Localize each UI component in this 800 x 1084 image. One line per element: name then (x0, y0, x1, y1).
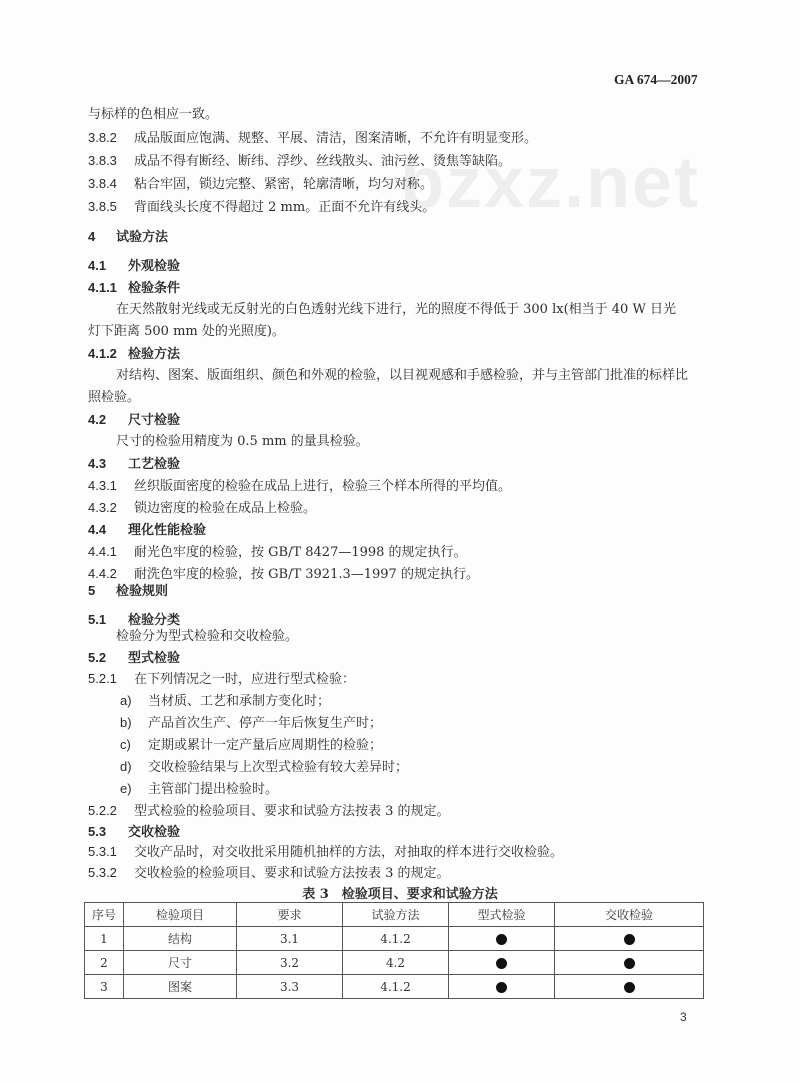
clause-3-8-4: 3.8.4 粘合牢固，锁边完整、紧密，轮廓清晰，均匀对称。 (88, 176, 434, 192)
cell-requirement: 3.1 (237, 927, 343, 951)
cell-acceptance-test (555, 927, 704, 951)
table-row (85, 951, 704, 975)
bullet-dot-icon (624, 934, 635, 945)
section-4-1-2-heading: 4.1.2 检验方法 (88, 346, 181, 362)
clause-3-8-5: 3.8.5 背面线头长度不得超过 2 mm。正面不允许有线头。 (88, 199, 436, 215)
clause-4-4-2: 4.4.2 耐洗色牢度的检验，按 GB/T 3921.3—1997 的规定执行。 (88, 566, 479, 582)
cell-type-test (449, 927, 555, 951)
table-row (85, 975, 704, 999)
cell-requirement: 3.3 (237, 975, 343, 999)
clause-3-8-3: 3.8.3 成品不得有断经、断纬、浮纱、丝线散头、油污丝、烫焦等缺陷。 (88, 153, 512, 169)
column-header: 交收检验 (555, 903, 704, 927)
watermark: bzxz.net (400, 143, 701, 223)
paragraph: 在天然散射光线或无反射光的白色透射光线下进行，光的照度不得低于 300 lx(相当于 40 W 日光 (116, 302, 676, 317)
cell-item: 图案 (124, 975, 237, 999)
cell-method: 4.1.2 (343, 927, 449, 951)
column-header: 序号 (85, 903, 124, 927)
cell-item: 结构 (124, 927, 237, 951)
cell-seq: 3 (85, 975, 124, 999)
paragraph: 对结构、图案、版面组织、颜色和外观的检验，以目视观感和手感检验，并与主管部门批准的标样比 (116, 368, 689, 383)
column-header: 试验方法 (343, 903, 449, 927)
section-5-heading: 5 检验规则 (88, 583, 169, 599)
paragraph-continuation: 照检验。 (88, 390, 141, 405)
clause-3-8-2: 3.8.2 成品版面应饱满、规整、平展、清洁，图案清晰，不允许有明显变形。 (88, 130, 538, 146)
table-row (85, 927, 704, 951)
section-4-1-heading: 4.1 外观检验 (88, 258, 181, 274)
table-caption: 表 3 检验项目、要求和试验方法 (302, 887, 498, 902)
clause-5-3-2: 5.3.2 交收检验的检验项目、要求和试验方法按表 3 的规定。 (88, 865, 450, 881)
section-4-4-heading: 4.4 理化性能检验 (88, 522, 207, 538)
paragraph: 尺寸的检验用精度为 0.5 mm 的量具检验。 (116, 434, 369, 449)
bullet-dot-icon (496, 958, 507, 969)
column-header: 要求 (237, 903, 343, 927)
list-item-a: a) 当材质、工艺和承制方变化时； (120, 693, 331, 709)
table-header-row (85, 903, 704, 927)
inspection-table (84, 902, 704, 999)
cell-seq: 2 (85, 951, 124, 975)
column-header: 型式检验 (449, 903, 555, 927)
list-item-e: e) 主管部门提出检验时。 (120, 781, 279, 797)
cell-item: 尺寸 (124, 951, 237, 975)
bullet-dot-icon (624, 958, 635, 969)
section-4-2-heading: 4.2 尺寸检验 (88, 412, 181, 428)
clause-5-2-1: 5.2.1 在下列情况之一时，应进行型式检验： (88, 671, 356, 687)
clause-5-2-2: 5.2.2 型式检验的检验项目、要求和试验方法按表 3 的规定。 (88, 803, 450, 819)
cell-type-test (449, 951, 555, 975)
document-code: GA 674—2007 (614, 72, 698, 87)
page-number: 3 (680, 1010, 687, 1024)
section-4-heading: 4 试验方法 (88, 229, 169, 245)
clause-5-3-1: 5.3.1 交收产品时，对交收批采用随机抽样的方法，对抽取的样本进行交收检验。 (88, 844, 564, 860)
clause-4-3-2: 4.3.2 锁边密度的检验在成品上检验。 (88, 500, 317, 516)
cell-method: 4.1.2 (343, 975, 449, 999)
column-header: 检验项目 (124, 903, 237, 927)
cell-acceptance-test (555, 951, 704, 975)
bullet-dot-icon (624, 982, 635, 993)
section-5-3-heading: 5.3 交收检验 (88, 824, 181, 840)
list-item-b: b) 产品首次生产、停产一年后恢复生产时； (120, 715, 383, 731)
cell-method: 4.2 (343, 951, 449, 975)
section-4-3-heading: 4.3 工艺检验 (88, 456, 181, 472)
cell-type-test (449, 975, 555, 999)
bullet-dot-icon (496, 982, 507, 993)
section-5-1-heading: 5.1 检验分类 (88, 612, 181, 628)
bullet-dot-icon (496, 934, 507, 945)
paragraph-continuation: 与标样的色相应一致。 (88, 107, 219, 122)
cell-seq: 1 (85, 927, 124, 951)
cell-requirement: 3.2 (237, 951, 343, 975)
list-item-d: d) 交收检验结果与上次型式检验有较大差异时； (120, 759, 409, 775)
cell-acceptance-test (555, 975, 704, 999)
list-item-c: c) 定期或累计一定产量后应周期性的检验； (120, 737, 383, 753)
section-4-1-1-heading: 4.1.1 检验条件 (88, 280, 181, 296)
section-5-2-heading: 5.2 型式检验 (88, 650, 181, 666)
clause-4-3-1: 4.3.1 丝织版面密度的检验在成品上进行，检验三个样本所得的平均值。 (88, 478, 512, 494)
paragraph: 检验分为型式检验和交收检验。 (116, 629, 299, 644)
clause-4-4-1: 4.4.1 耐光色牢度的检验，按 GB/T 8427—1998 的规定执行。 (88, 544, 467, 560)
paragraph-continuation: 灯下距离 500 mm 处的光照度)。 (88, 324, 285, 339)
